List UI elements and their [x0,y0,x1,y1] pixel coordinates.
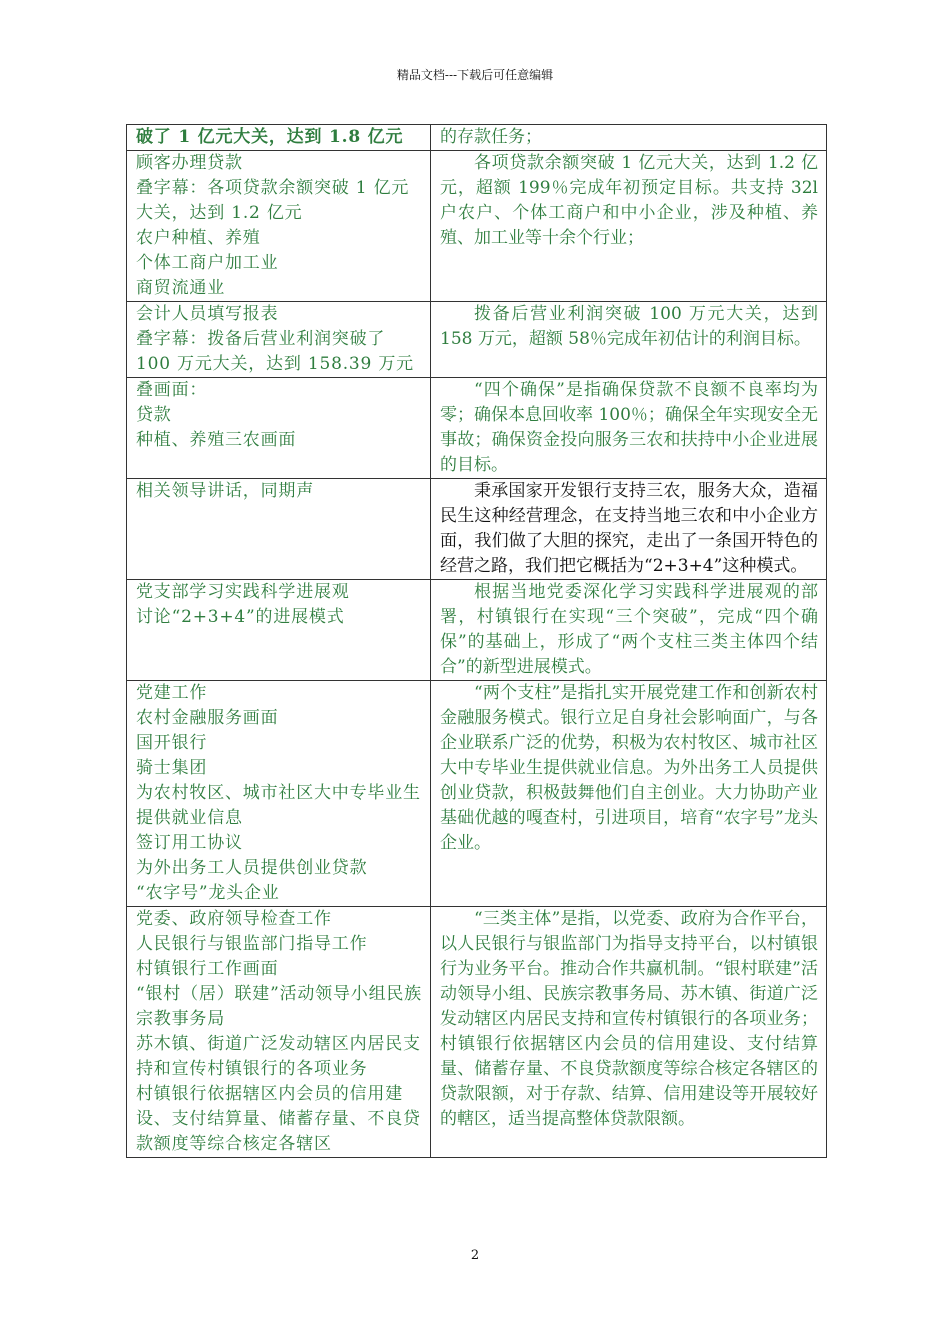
visual-cue-line: 为外出务工人员提供创业贷款 [136,858,368,878]
visual-cue-line: 种植、养殖三农画面 [136,430,297,450]
visual-cue-line: 苏木镇、街道广泛发动辖区内居民支持和宣传村镇银行的各项业务 [136,1034,421,1079]
visual-cue-line: 农村金融服务画面 [136,708,279,728]
visual-cue-line: 为农村牧区、城市社区大中专毕业生提供就业信息 [136,783,421,828]
narration-cell [431,125,827,151]
visual-cue-line: “农字号”龙头企业 [136,883,280,903]
visual-cue-cell [127,479,431,580]
visual-cue-line: 党支部学习实践科学进展观 [136,582,350,602]
script-row [127,302,827,378]
narration-text: 根据当地党委深化学习实践科学进展观的部署，村镇银行在实现“三个突破”，完成“四个确保”的基础上，形成了“两个支柱三类主体四个结合”的新型进展模式。 [440,582,818,677]
visual-cue-line: 相关领导讲话，同期声 [136,481,314,501]
visual-cue-cell [127,378,431,479]
script-row [127,580,827,681]
visual-cue-line: 骑士集团 [136,758,208,778]
visual-cue-line: “银村（居）联建”活动领导小组民族宗教事务局 [136,984,422,1029]
narration-text: “四个确保”是指确保贷款不良额不良率均为零；确保本息回收率 100％；确保全年实现安全无事故；确保资金投向服务三农和扶持中小企业进展的目标。 [440,380,818,475]
visual-cue-line: 签订用工协议 [136,833,243,853]
visual-cue-line: 村镇银行工作画面 [136,959,279,979]
visual-cue-cell [127,681,431,907]
narration-cell [431,681,827,907]
visual-cue-line: 党建工作 [136,683,208,703]
narration-text: 秉承国家开发银行支持三农，服务大众，造福民生这种经营理念，在支持当地三农和中小企业方面，我们做了大胆的探究，走出了一条国开特色的经营之路，我们把它概括为“2+3+4”这种模式。 [440,481,818,576]
script-row [127,378,827,479]
visual-cue-line: 党委、政府领导检查工作 [136,909,332,929]
script-row [127,907,827,1158]
visual-cue-line: 国开银行 [136,733,208,753]
visual-cue-cell [127,302,431,378]
narration-text: 的存款任务； [440,127,542,147]
script-row [127,151,827,302]
visual-cue-line: 个体工商户加工业 [136,253,279,273]
visual-cue-line: 会计人员填写报表 [136,304,279,324]
visual-cue-line: 叠字幕：拨备后营业利润突破了 100 万元大关，达到 158.39 万元 [136,329,414,374]
page-header: 精品文档---下载后可任意编辑 [396,68,554,82]
visual-cue-cell [127,151,431,302]
narration-text: 拨备后营业利润突破 100 万元大关，达到 158 万元，超额 58％完成年初估计的利润目标。 [440,304,818,349]
narration-cell [431,580,827,681]
visual-cue-line: 叠画面： [136,380,208,400]
visual-cue-line: 讨论“2+3+4”的进展模式 [136,607,345,627]
visual-cue-cell [127,907,431,1158]
visual-cue-cell [127,580,431,681]
visual-cue-line: 叠字幕：各项贷款余额突破 1 亿元大关，达到 1.2 亿元 [136,178,410,223]
visual-cue-cell [127,125,431,151]
script-table [126,124,827,1158]
narration-text: 各项贷款余额突破 1 亿元大关，达到 1.2 亿元，超额 199％完成年初预定目标。共支持 32l 户农户、个体工商户和中小企业，涉及种植、养殖、加工业等十余个行业； [440,153,818,248]
narration-cell [431,151,827,302]
narration-cell [431,479,827,580]
narration-cell [431,907,827,1158]
visual-cue-line: 商贸流通业 [136,278,225,298]
visual-cue-line: 顾客办理贷款 [136,153,243,173]
narration-cell [431,378,827,479]
script-row [127,479,827,580]
visual-cue-line: 人民银行与银监部门指导工作 [136,934,368,954]
page-number: 2 [470,1248,480,1263]
visual-cue-line: 农户种植、养殖 [136,228,261,248]
visual-cue-line: 村镇银行依据辖区内会员的信用建设、支付结算量、储蓄存量、不良贷款额度等综合核定各辖区 [136,1084,421,1154]
visual-cue-line: 破了 1 亿元大关，达到 1.8 亿元 [136,127,404,147]
visual-cue-line: 贷款 [136,405,172,425]
narration-cell [431,302,827,378]
script-row [127,125,827,151]
script-row [127,681,827,907]
narration-text: “两个支柱”是指扎实开展党建工作和创新农村金融服务模式。银行立足自身社会影响面广，与各企业联系广泛的优势，积极为农村牧区、城市社区大中专毕业生提供就业信息。为外出务工人员提供创业贷款，积极鼓舞他们自主创业。大力协助产业基础优越的嘎查村，引进项目，培育“农字号”龙头企业。 [440,683,818,853]
narration-text: “三类主体”是指，以党委、政府为合作平台，以人民银行与银监部门为指导支持平台，以村镇银行为业务平台。推动合作共赢机制。“银村联建”活动领导小组、民族宗教事务局、苏木镇、街道广泛发动辖区内居民支持和宣传村镇银行的各项业务；村镇银行依据辖区内会员的信用建设、支付结算量、储蓄存量、不良贷款额度等综合核定各辖区的贷款限额，对于存款、结算、信用建设等开展较好的轄区，适当提高整体贷款限额。 [440,909,818,1129]
